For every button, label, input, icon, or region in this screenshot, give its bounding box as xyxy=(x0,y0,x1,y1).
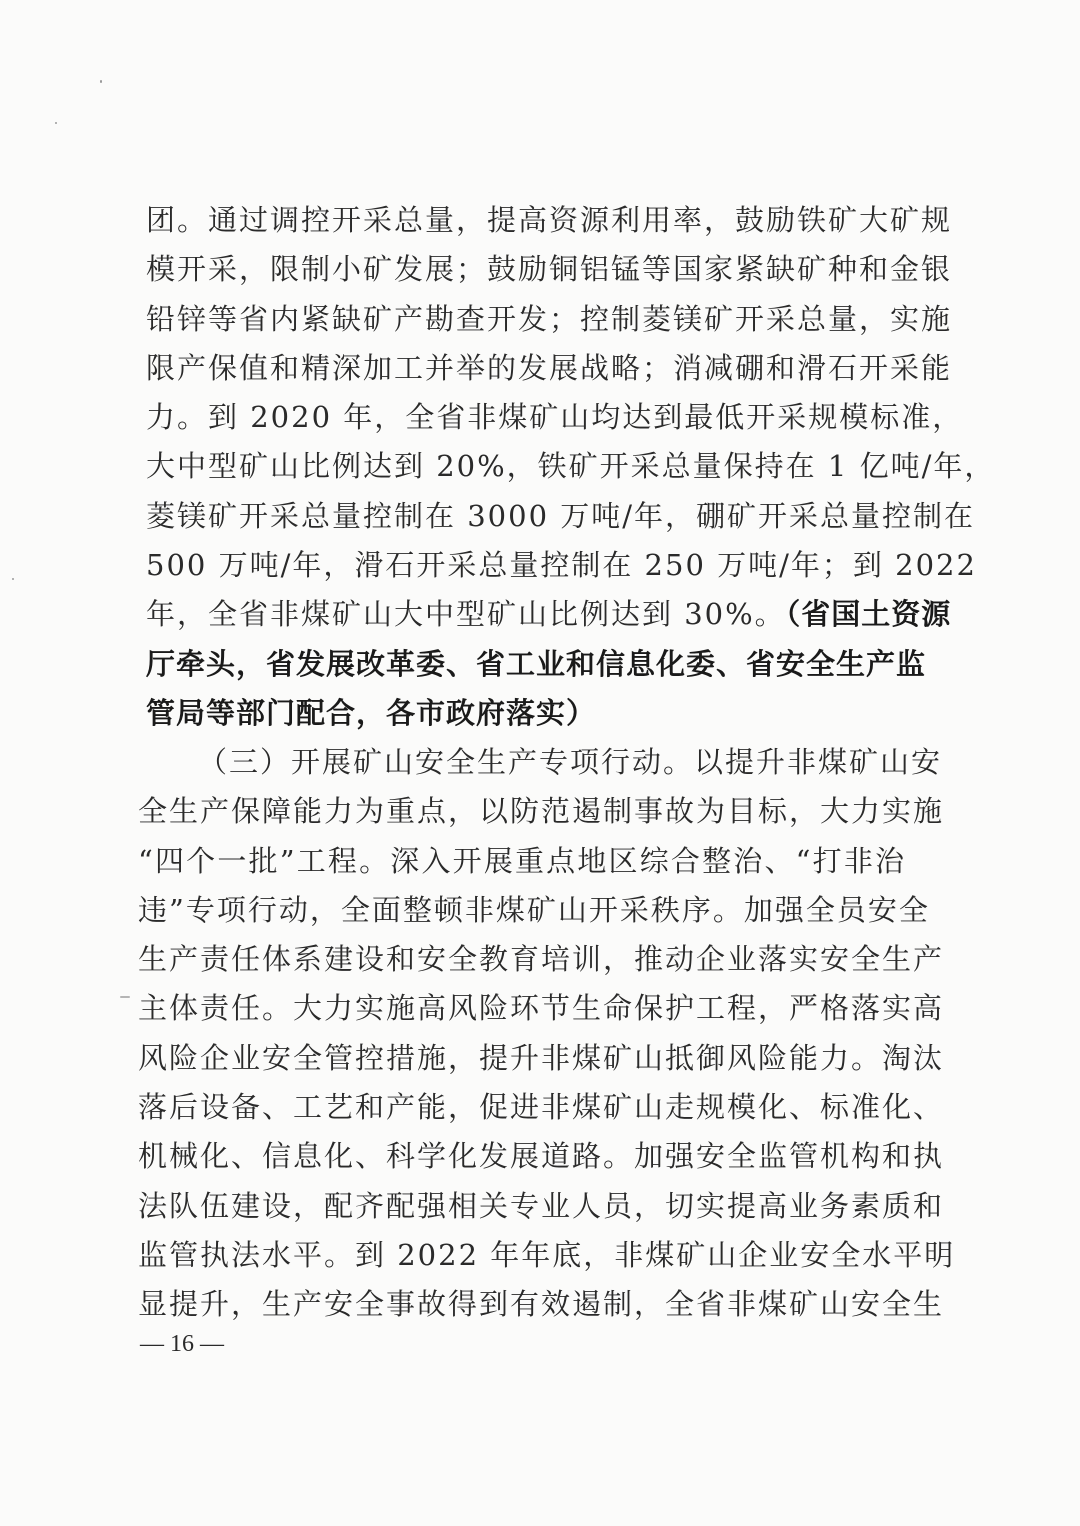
text-line: 机械化、信息化、科学化发展道路。加强安全监管机构和执 xyxy=(138,1139,945,1174)
text-line: 主体责任。大力实施高风险环节生命保护工程，严格落实高 xyxy=(138,991,945,1026)
scan-speck xyxy=(120,996,130,998)
responsible-departments-line: 厅牵头，省发展改革委、省工业和信息化委、省安全生产监 xyxy=(146,646,927,681)
text-line: 全生产保障能力为重点，以防范遏制事故为目标，大力实施 xyxy=(138,794,945,829)
text-line: 模开采，限制小矿发展；鼓励铜铝锰等国家紧缺矿种和金银 xyxy=(146,252,953,287)
text-line-with-bold xyxy=(146,590,952,639)
paragraph-policy-targets xyxy=(146,196,996,738)
paragraph-mine-safety-action xyxy=(138,738,956,1330)
scan-speck xyxy=(12,578,14,580)
page-number: — 16 — xyxy=(140,1331,224,1357)
text-line: 力。到 2020 年，全省非煤矿山均达到最低开采规模标准， xyxy=(146,400,964,435)
text-line: 显提升，生产安全事故得到有效遏制，全省非煤矿山安全生 xyxy=(138,1287,945,1322)
text-line: 团。通过调控开采总量，提高资源利用率，鼓励铁矿大矿规 xyxy=(146,203,953,237)
text-line: 铅锌等省内紧缺矿产勘查开发；控制菱镁矿开采总量，实施 xyxy=(146,301,953,336)
text-line: 生产责任体系建设和安全教育培训，推动企业落实安全生产 xyxy=(138,942,945,977)
text-line: 落后设备、工艺和产能，促进非煤矿山走规模化、标准化、 xyxy=(138,1090,945,1125)
section-heading-line: （三）开展矿山安全生产专项行动。以提升非煤矿山安 xyxy=(198,745,943,779)
scan-speck xyxy=(100,80,102,83)
responsible-departments-line: 管局等部门配合，各市政府落实） xyxy=(146,695,597,730)
text-line: 500 万吨/年，滑石开采总量控制在 250 万吨/年；到 2022 xyxy=(146,548,977,583)
text-line: 风险企业安全管控措施，提升非煤矿山抵御风险能力。淘汰 xyxy=(138,1040,945,1075)
text-line: “四个一批”工程。深入开展重点地区综合整治、“打非治 xyxy=(138,843,906,878)
text-line: 限产保值和精深加工并举的发展战略；消减硼和滑石开采能 xyxy=(146,350,953,385)
responsible-departments-start: （省国土资源 xyxy=(785,597,952,632)
scan-speck xyxy=(55,122,57,124)
text-line: 菱镁矿开采总量控制在 3000 万吨/年，硼矿开采总量控制在 xyxy=(146,498,976,533)
text-line: 大中型矿山比例达到 20%，铁矿开采总量保持在 1 亿吨/年， xyxy=(146,449,996,484)
text-line: 违”专项行动，全面整顿非煤矿山开采秩序。加强全员安全 xyxy=(138,892,930,927)
text-line: 法队伍建设，配齐配强相关专业人员，切实提高业务素质和 xyxy=(138,1188,945,1223)
text-segment: 年，全省非煤矿山大中型矿山比例达到 30%。 xyxy=(146,597,786,632)
text-line: 监管执法水平。到 2022 年年底，非煤矿山企业安全水平明 xyxy=(138,1237,956,1272)
